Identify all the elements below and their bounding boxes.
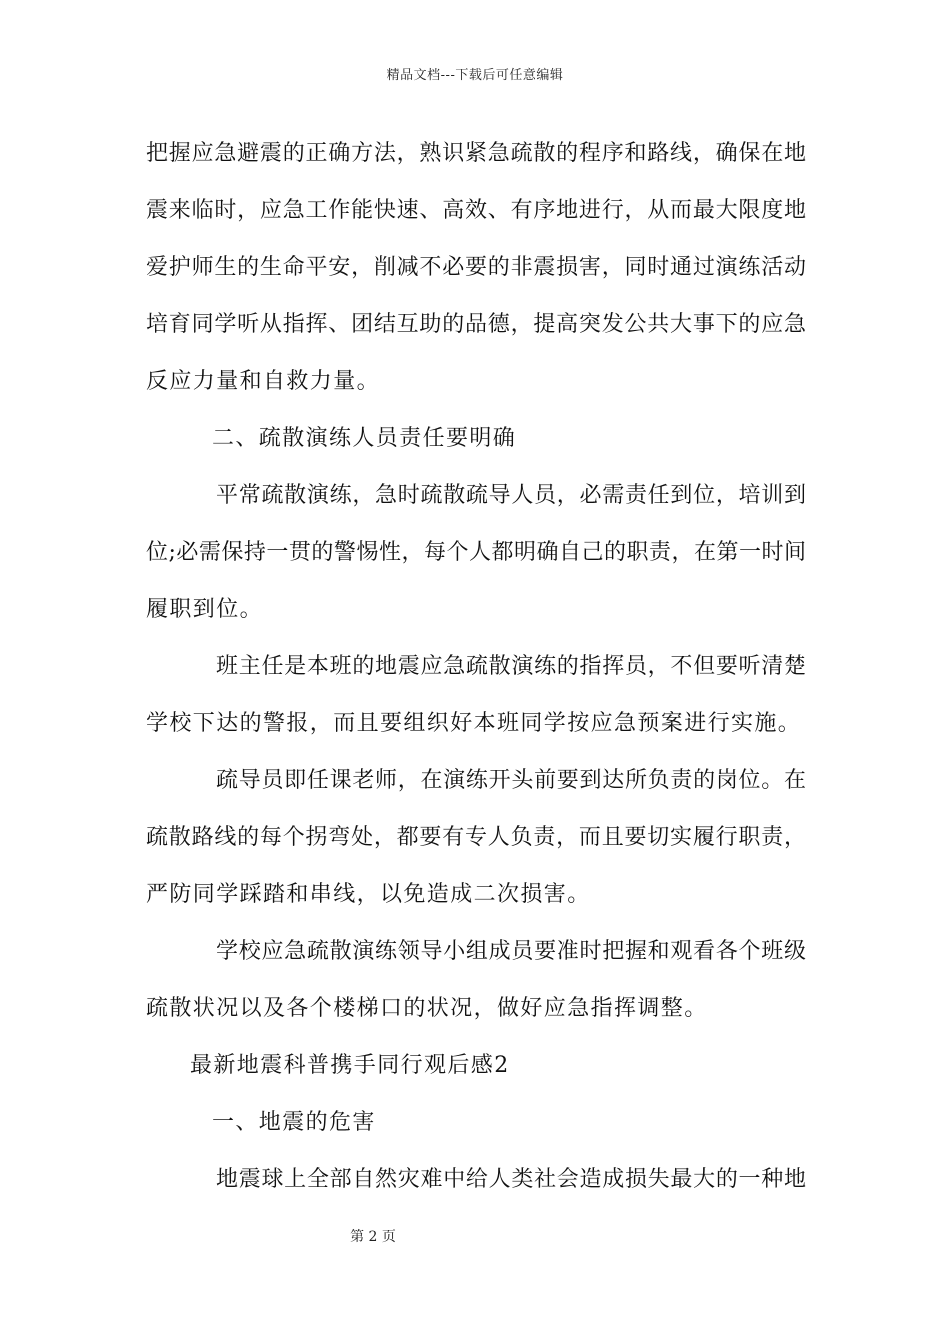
text-line-14: 严防同学踩踏和串线，以免造成二次损害。 — [146, 882, 591, 907]
page-number: 第 2 页 — [350, 1229, 396, 1245]
text-line-12: 疏导员即任课老师，在演练开头前要到达所负责的岗位。在 — [216, 768, 806, 793]
section-heading-2: 二、疏散演练人员责任要明确 — [212, 426, 517, 451]
text-line-13: 疏散路线的每个拐弯处，都要有专人负责，而且要切实履行职责， — [146, 825, 806, 850]
text-line-2: 震来临时，应急工作能快速、高效、有序地进行，从而最大限度地 — [146, 198, 806, 223]
article-title: 最新地震科普携手同行观后感2 — [190, 1053, 510, 1078]
text-line-5: 反应力量和自救力量。 — [146, 369, 381, 394]
text-line-3: 爱护师生的生命平安，削减不必要的非震损害，同时通过演练活动 — [146, 255, 806, 280]
text-line-4: 培育同学听从指挥、团结互助的品德，提高突发公共大事下的应急 — [146, 312, 806, 337]
text-line-19: 地震球上全部自然灾难中给人类社会造成损失最大的一种地 — [216, 1167, 806, 1192]
text-line-9: 履职到位。 — [146, 597, 264, 622]
page-header: 精品文档---下载后可任意编辑 — [386, 68, 564, 83]
text-line-11: 学校下达的警报，而且要组织好本班同学按应急预案进行实施。 — [146, 711, 802, 736]
text-line-10: 班主任是本班的地震应急疏散演练的指挥员，不但要听清楚 — [216, 654, 806, 679]
text-line-1: 把握应急避震的正确方法，熟识紧急疏散的程序和路线，确保在地 — [146, 141, 806, 166]
text-line-7: 平常疏散演练，急时疏散疏导人员，必需责任到位，培训到 — [216, 483, 806, 508]
section-heading-1: 一、地震的危害 — [212, 1110, 376, 1135]
text-line-8: 位;必需保持一贯的警惕性，每个人都明确自己的职责，在第一时间 — [146, 540, 806, 565]
text-line-15: 学校应急疏散演练领导小组成员要准时把握和观看各个班级 — [216, 939, 806, 964]
text-line-16: 疏散状况以及各个楼梯口的状况，做好应急指挥调整。 — [146, 996, 708, 1021]
